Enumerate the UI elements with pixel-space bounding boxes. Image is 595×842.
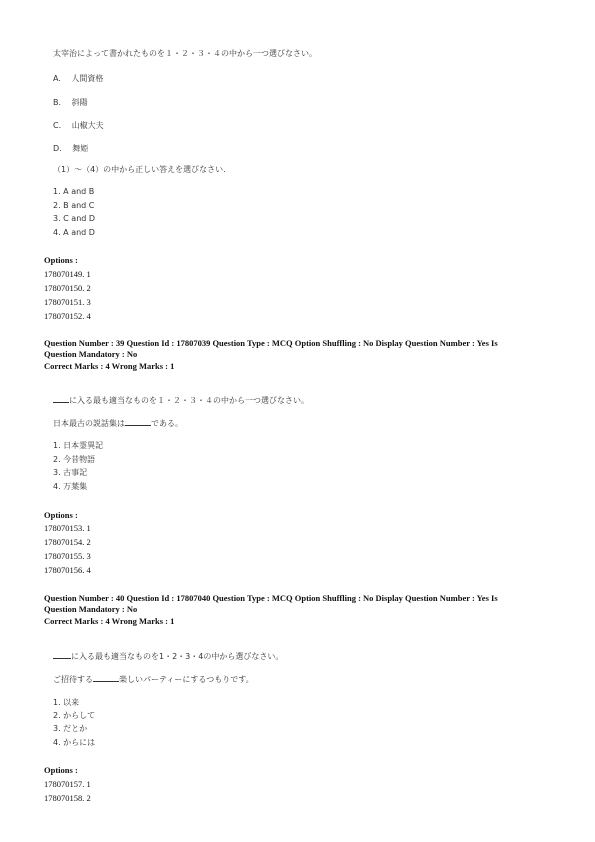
q38-choice-4: 4. A and D xyxy=(53,228,95,237)
q39-options-label: Options : xyxy=(44,510,78,520)
q40-choice-2: 2. からして xyxy=(53,711,96,720)
answer-blank xyxy=(93,673,119,682)
q38-statement-a xyxy=(53,73,103,84)
q38-choice-3: 3. C and D xyxy=(53,214,96,223)
q39-header-line1: Question Number : 39 Question Id : 17807039 Question Type : MCQ Option Shuffling : No Display Question Number : Yes Is xyxy=(44,338,498,348)
q39-option-3: 178070155. 3 xyxy=(44,551,91,561)
q38-statement-d xyxy=(53,143,88,154)
q40-option-2: 178070158. 2 xyxy=(44,793,91,803)
q39-sentence xyxy=(53,417,183,429)
statement-letter: C. xyxy=(53,121,62,130)
statement-text: 山椒大夫 xyxy=(71,121,104,130)
q40-choice-1: 1. 以来 xyxy=(53,698,80,707)
q39-choice-3: 3. 古事記 xyxy=(53,468,88,477)
statement-text: 人間資格 xyxy=(71,74,104,83)
statement-text: 舞姫 xyxy=(72,144,89,153)
q39-prompt: に入る最も適当なものを１・２・３・４の中から一つ選びなさい。 xyxy=(69,396,309,405)
q38-choice-2: 2. B and C xyxy=(53,201,95,210)
sentence-after: である。 xyxy=(151,419,183,428)
q40-header-line1: Question Number : 40 Question Id : 17807040 Question Type : MCQ Option Shuffling : No Display Question Number : Yes Is xyxy=(44,593,498,603)
q39-option-4: 178070156. 4 xyxy=(44,565,91,575)
q40-choice-4: 4. からには xyxy=(53,738,96,747)
q39-option-2: 178070154. 2 xyxy=(44,537,91,547)
answer-blank xyxy=(53,394,69,403)
sentence-after: 楽しいパーティーにするつもりです。 xyxy=(119,675,254,684)
q39-option-1: 178070153. 1 xyxy=(44,523,91,533)
q40-sentence xyxy=(53,673,254,685)
q40-marks: Correct Marks : 4 Wrong Marks : 1 xyxy=(44,616,175,626)
q40-choice-3: 3. だとか xyxy=(53,724,88,733)
q40-prompt-line xyxy=(53,650,283,662)
q38-option-1: 178070149. 1 xyxy=(44,269,91,279)
answer-blank xyxy=(125,417,151,426)
q38-option-4: 178070152. 4 xyxy=(44,311,91,321)
q38-statement-c xyxy=(53,120,104,131)
q38-options-label: Options : xyxy=(44,255,78,265)
statement-letter: D. xyxy=(53,144,62,153)
statement-letter: B. xyxy=(53,98,62,107)
q38-statement-b xyxy=(53,97,88,108)
q40-prompt: に入る最も適当なものを1・2・3・4の中から選びなさい。 xyxy=(71,652,284,661)
statement-text: 斜陽 xyxy=(71,98,88,107)
q40-options-label: Options : xyxy=(44,765,78,775)
q38-option-2: 178070150. 2 xyxy=(44,283,91,293)
q39-header-line2: Question Mandatory : No xyxy=(44,349,138,359)
sentence-before: 日本最古の説話集は xyxy=(53,419,125,428)
q40-header-line2: Question Mandatory : No xyxy=(44,604,138,614)
q39-choice-2: 2. 今昔物語 xyxy=(53,455,96,464)
q38-instruction: （1）～（4）の中から正しい答えを選びなさい. xyxy=(53,165,226,174)
q39-choice-4: 4. 万葉集 xyxy=(53,482,88,491)
answer-blank xyxy=(53,650,71,659)
q40-option-1: 178070157. 1 xyxy=(44,779,91,789)
q38-option-3: 178070151. 3 xyxy=(44,297,91,307)
q39-marks: Correct Marks : 4 Wrong Marks : 1 xyxy=(44,361,175,371)
q39-prompt-line xyxy=(53,394,309,406)
q38-prompt: 太宰治によって書かれたものを１・２・３・４の中から一つ選びなさい。 xyxy=(53,49,317,58)
sentence-before: ご招待する xyxy=(53,675,93,684)
q38-choice-1: 1. A and B xyxy=(53,187,95,196)
statement-letter: A. xyxy=(53,74,61,83)
q39-choice-1: 1. 日本霊異記 xyxy=(53,441,104,450)
